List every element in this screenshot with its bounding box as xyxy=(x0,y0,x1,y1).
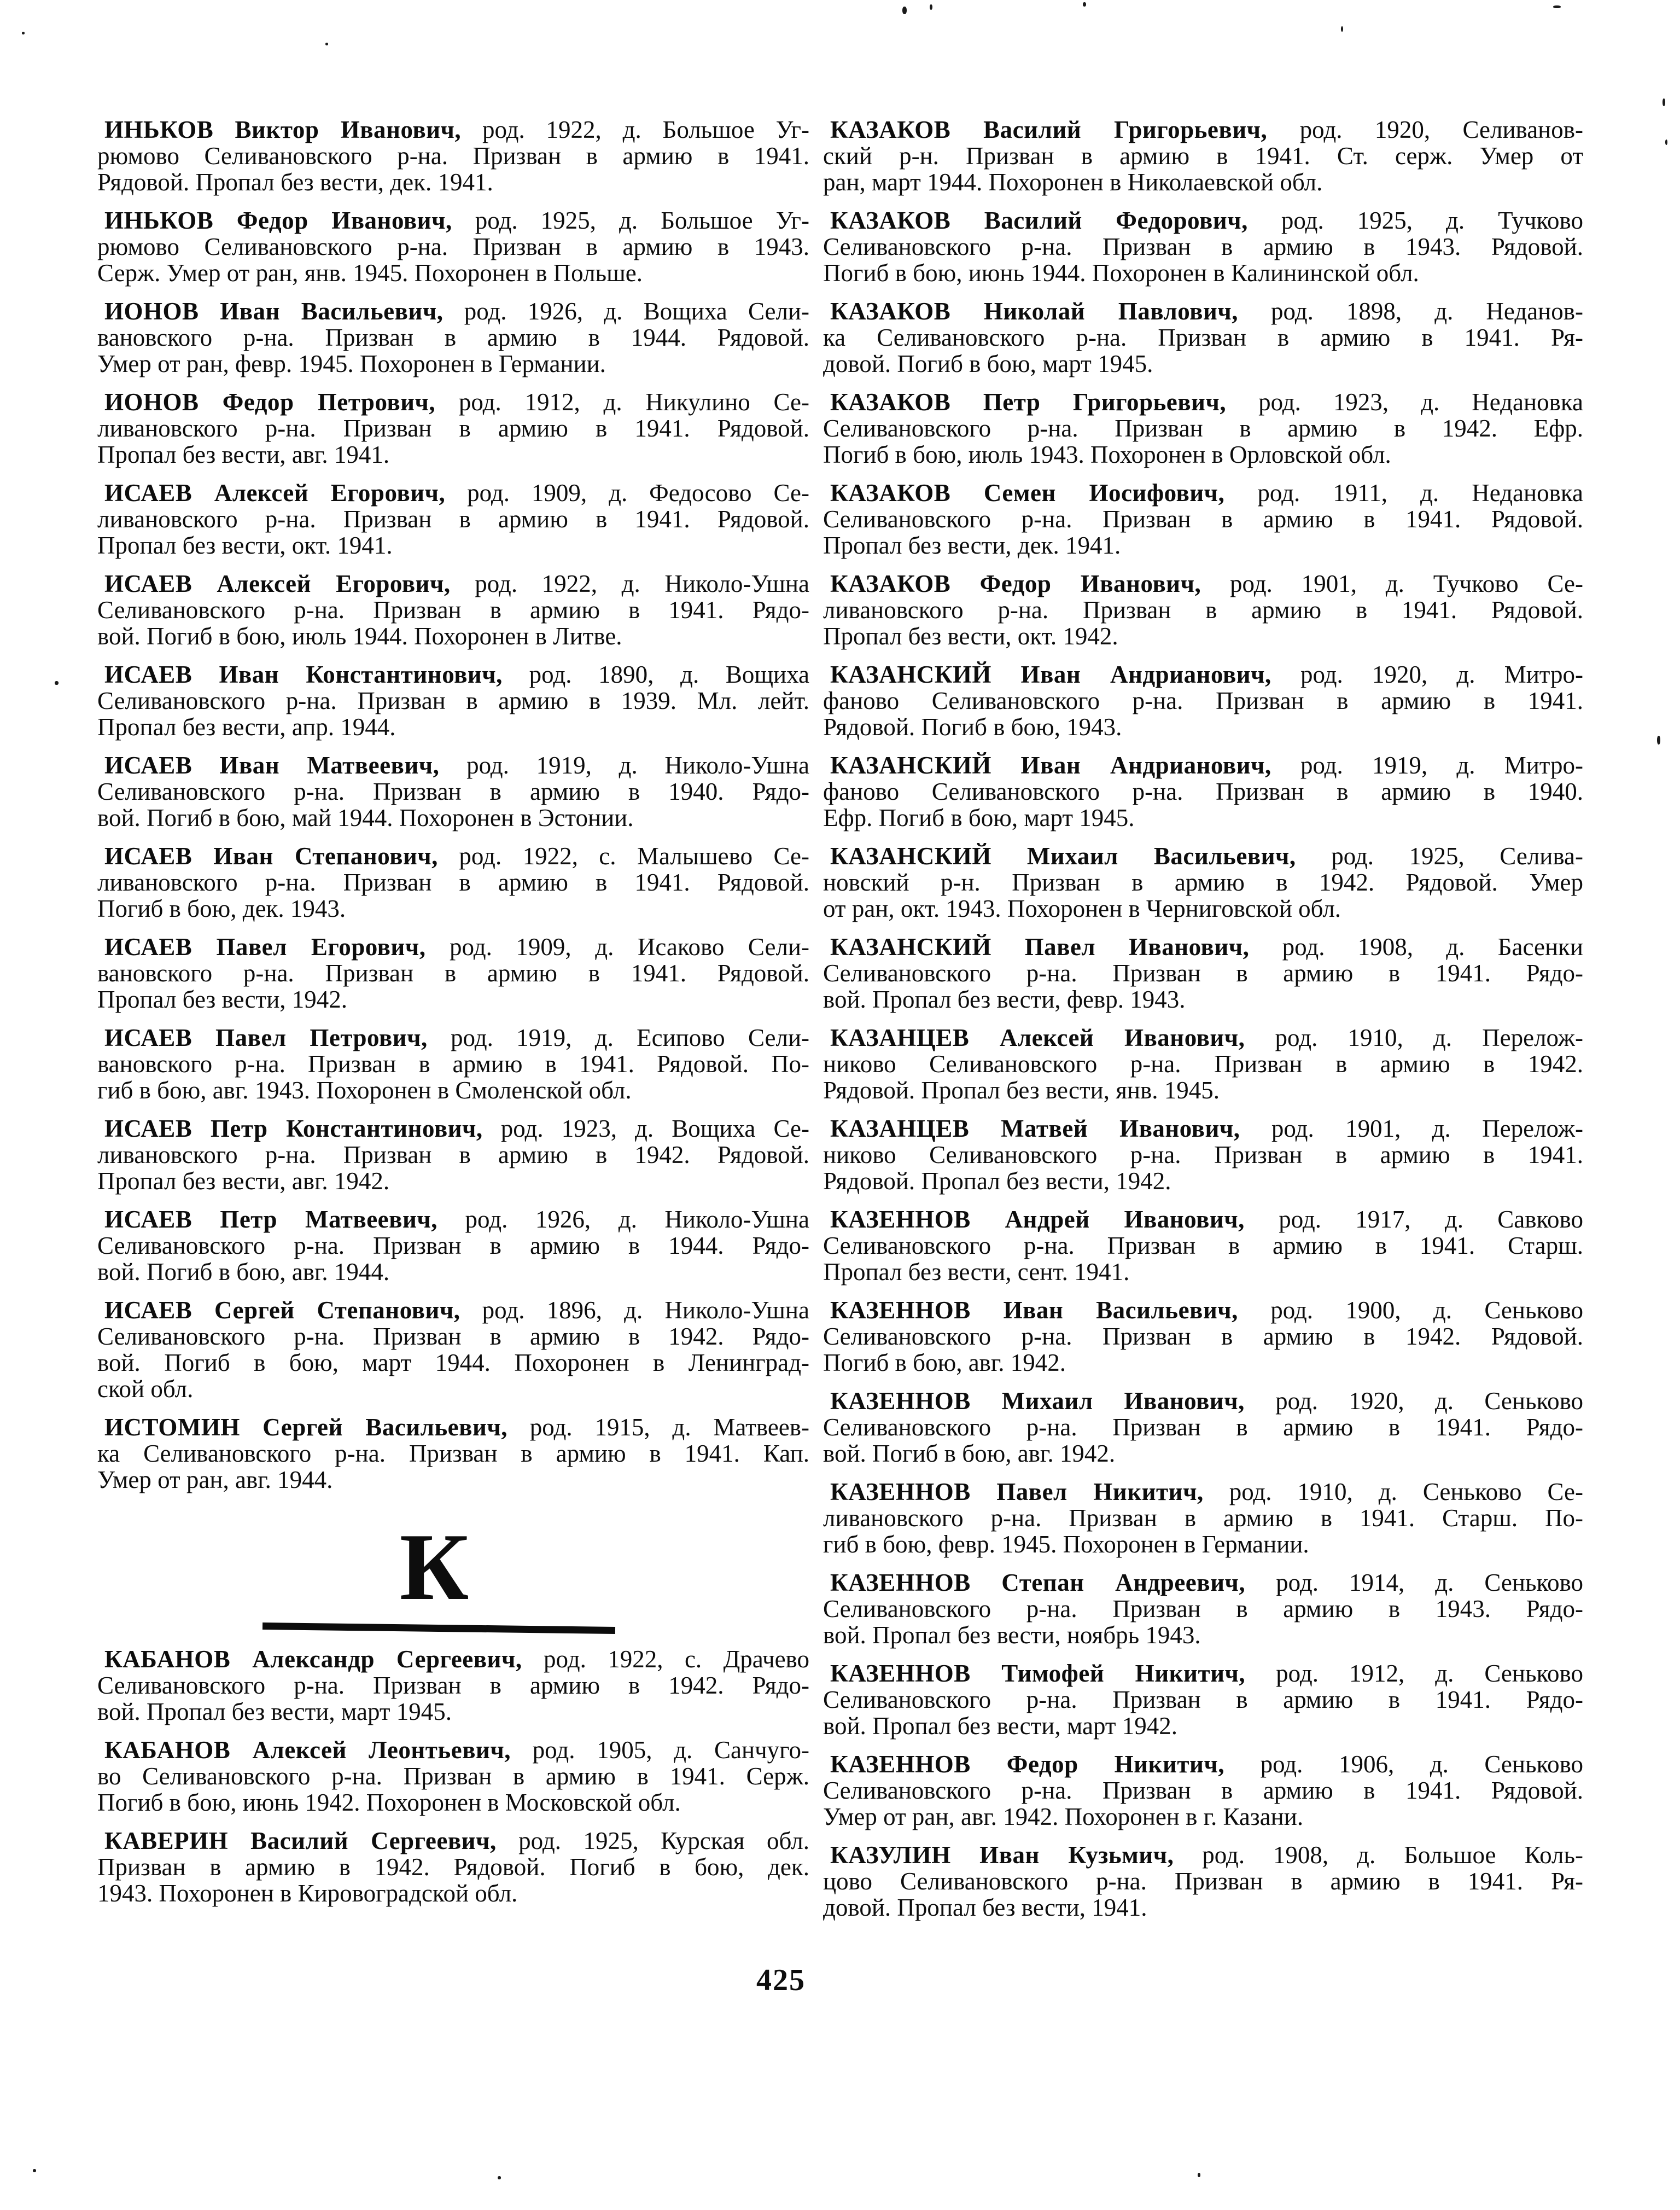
entry-line: КАЗЕННОВ Иван Васильевич, род. 1900, д. Сеньково xyxy=(830,1296,1583,1324)
memorial-entry xyxy=(97,1025,809,1103)
entry-surname: КАЗАКОВ Петр Григорьевич, xyxy=(830,388,1227,416)
memorial-entry xyxy=(97,207,809,286)
entry-line: ливановского р-на. Призван в армию в 1942. Рядовой. xyxy=(97,1141,809,1168)
memorial-entry xyxy=(823,843,1583,922)
entry-surname: КАВЕРИН Василий Сергеевич, xyxy=(104,1827,497,1854)
entry-line: ИСАЕВ Сергей Степанович, род. 1896, д. Николо-Ушна xyxy=(104,1296,809,1324)
entry-line: вановского р-на. Призван в армию в 1941. Рядовой. xyxy=(97,959,809,987)
entry-line: вой. Пропал без вести, март 1945. xyxy=(97,1698,452,1725)
entry-line: КАБАНОВ Александр Сергеевич, род. 1922, с. Драчево xyxy=(104,1645,809,1673)
memorial-entry xyxy=(97,1828,809,1906)
memorial-entry xyxy=(823,1660,1583,1739)
scan-speck xyxy=(902,7,907,14)
entry-line: Рядовой. Пропал без вести, 1942. xyxy=(823,1167,1171,1195)
entry-line: КАЗАКОВ Семен Иосифович, род. 1911, д. Недановка xyxy=(830,479,1583,507)
memorial-entry xyxy=(823,480,1583,559)
memorial-entry xyxy=(97,1414,809,1493)
memorial-entry xyxy=(97,1737,809,1816)
entry-line: Селивановского р-на. Призван в армию в 1940. Рядо- xyxy=(97,778,809,805)
entry-line: КАЗАКОВ Василий Федорович, род. 1925, д. Тучково xyxy=(830,207,1583,234)
entry-line: вой. Погиб в бою, авг. 1942. xyxy=(823,1440,1116,1467)
scan-speck xyxy=(325,43,328,45)
entry-surname: КАЗАКОВ Николай Павлович, xyxy=(830,298,1238,325)
entry-line: ИОНОВ Федор Петрович, род. 1912, д. Никулино Се- xyxy=(104,388,809,416)
entry-line: Умер от ран, февр. 1945. Похоронен в Германии. xyxy=(97,350,606,377)
memorial-entry xyxy=(823,1297,1583,1376)
entry-line: ка Селивановского р-на. Призван в армию в 1941. Кап. xyxy=(97,1440,809,1467)
entry-line: Селивановского р-на. Призван в армию в 1942. Рядовой. xyxy=(823,1323,1583,1350)
memorial-entry xyxy=(97,1297,809,1402)
entry-line: Пропал без вести, окт. 1941. xyxy=(97,532,393,559)
entry-line: вой. Пропал без вести, март 1942. xyxy=(823,1712,1178,1740)
entry-line: ИСАЕВ Алексей Егорович, род. 1922, д. Николо-Ушна xyxy=(104,570,809,597)
entry-line: ливановского р-на. Призван в армию в 1941. Рядовой. xyxy=(97,505,809,533)
entry-surname: КАБАНОВ Алексей Леонтьевич, xyxy=(104,1736,511,1764)
entry-line: фаново Селивановского р-на. Призван в армию в 1941. xyxy=(823,687,1583,714)
entry-surname: ИОНОВ Федор Петрович, xyxy=(104,388,436,416)
entry-line: ИСАЕВ Иван Степанович, род. 1922, с. Малышево Се- xyxy=(104,842,810,870)
memorial-entry xyxy=(823,1569,1583,1648)
entry-line: КАЗАНСКИЙ Павел Иванович, род. 1908, д. Басенки xyxy=(830,933,1583,961)
entry-line: 1943. Похоронен в Кировоградской обл. xyxy=(97,1880,518,1907)
scan-speck xyxy=(930,4,932,10)
left-column-entries xyxy=(97,117,809,1493)
entry-surname: ИСАЕВ Павел Егорович, xyxy=(104,933,426,961)
entry-line: вой. Пропал без вести, февр. 1943. xyxy=(823,986,1186,1013)
memorial-entry xyxy=(97,389,809,468)
memorial-entry xyxy=(823,117,1583,195)
entry-line: КАБАНОВ Алексей Леонтьевич, род. 1905, д. Санчуго- xyxy=(104,1736,809,1764)
entry-line: Рядовой. Погиб в бою, 1943. xyxy=(823,713,1122,741)
entry-line: Пропал без вести, дек. 1941. xyxy=(823,532,1121,559)
entry-line: ИСАЕВ Павел Егорович, род. 1909, д. Исаково Сели- xyxy=(104,933,809,961)
entry-line: Пропал без вести, сент. 1941. xyxy=(823,1258,1130,1286)
entry-line: никово Селивановского р-на. Призван в армию в 1941. xyxy=(823,1141,1583,1168)
entry-line: Погиб в бою, июнь 1944. Похоронен в Калининской обл. xyxy=(823,259,1419,287)
entry-surname: КАЗАНСКИЙ Иван Андрианович, xyxy=(830,752,1271,779)
entry-line: Пропал без вести, авг. 1941. xyxy=(97,441,390,468)
scan-speck xyxy=(1665,139,1667,145)
entry-surname: КАЗЕННОВ Иван Васильевич, xyxy=(830,1296,1238,1324)
entry-surname: КАЗАКОВ Федор Иванович, xyxy=(830,570,1201,597)
entry-line: вой. Погиб в бою, июль 1944. Похоронен в Литве. xyxy=(97,623,622,650)
entry-line: Рядовой. Пропал без вести, янв. 1945. xyxy=(823,1077,1220,1104)
entry-line: Селивановского р-на. Призван в армию в 1941. Рядовой. xyxy=(823,1777,1583,1804)
memorial-entry xyxy=(97,571,809,649)
entry-line: КАЗАНСКИЙ Михаил Васильевич, род. 1925, Селива- xyxy=(830,842,1583,870)
entry-line: КАЗЕННОВ Павел Никитич, род. 1910, д. Сеньково Се- xyxy=(830,1478,1583,1505)
memorial-entry xyxy=(823,389,1583,468)
entry-line: рюмово Селивановского р-на. Призван в армию в 1943. xyxy=(97,233,809,260)
entry-surname: ИСАЕВ Иван Матвеевич, xyxy=(104,752,440,779)
memorial-entry xyxy=(823,207,1583,286)
entry-line: КАЗАНСКИЙ Иван Андрианович, род. 1920, д. Митро- xyxy=(830,661,1583,688)
scan-speck xyxy=(1553,5,1561,8)
entry-line: Умер от ран, авг. 1944. xyxy=(97,1466,333,1493)
entry-line: Погиб в бою, дек. 1943. xyxy=(97,895,346,922)
entry-line: ИСТОМИН Сергей Васильевич, род. 1915, д. Матвеев- xyxy=(104,1414,809,1441)
scan-speck xyxy=(1083,2,1086,7)
section-divider-rule xyxy=(262,1622,615,1634)
entry-line: ливановского р-на. Призван в армию в 1941. Рядовой. xyxy=(97,415,809,442)
entry-line: Погиб в бою, июнь 1942. Похоронен в Московской обл. xyxy=(97,1789,681,1816)
page-number: 425 xyxy=(756,1963,806,1997)
scan-speck xyxy=(22,32,25,34)
entry-line: ливановского р-на. Призван в армию в 1941. Старш. По- xyxy=(823,1504,1583,1532)
entry-surname: КАЗУЛИН Иван Кузьмич, xyxy=(830,1841,1174,1869)
entry-line: ский р-н. Призван в армию в 1941. Ст. серж. Умер от xyxy=(823,142,1583,170)
scan-speck xyxy=(55,681,59,685)
entry-line: КАЗАКОВ Федор Иванович, род. 1901, д. Тучково Се- xyxy=(830,570,1583,597)
scan-speck xyxy=(1341,26,1343,32)
entry-surname: КАЗАКОВ Василий Григорьевич, xyxy=(830,116,1268,143)
memorial-entry xyxy=(97,1115,809,1194)
memorial-entry xyxy=(97,661,809,740)
section-letter: К xyxy=(399,1514,469,1620)
entry-line: довой. Погиб в бою, март 1945. xyxy=(823,350,1153,377)
entry-surname: КАЗЕННОВ Михаил Иванович, xyxy=(830,1387,1245,1415)
entry-line: Рядовой. Пропал без вести, дек. 1941. xyxy=(97,168,493,196)
memorial-entry xyxy=(97,934,809,1013)
entry-line: Серж. Умер от ран, янв. 1945. Похоронен в Польше. xyxy=(97,259,643,287)
entry-line: КАЗЕННОВ Андрей Иванович, род. 1917, д. Савково xyxy=(830,1206,1583,1233)
memorial-entry xyxy=(97,843,809,922)
memorial-entry xyxy=(97,117,809,195)
entry-surname: ИНЬКОВ Виктор Иванович, xyxy=(104,116,462,143)
entry-surname: КАЗЕННОВ Тимофей Никитич, xyxy=(830,1660,1246,1687)
memorial-entry xyxy=(823,1751,1583,1830)
memorial-entry xyxy=(823,1388,1583,1467)
memorial-entry xyxy=(823,661,1583,740)
scan-speck xyxy=(498,2176,501,2179)
entry-line: от ран, окт. 1943. Похоронен в Черниговской обл. xyxy=(823,895,1341,922)
entry-line: КАЗУЛИН Иван Кузьмич, род. 1908, д. Большое Коль- xyxy=(830,1841,1583,1869)
memorial-entry xyxy=(823,1842,1583,1921)
memorial-entry xyxy=(97,1206,809,1285)
entry-line: вой. Погиб в бою, авг. 1944. xyxy=(97,1258,390,1286)
entry-line: Селивановского р-на. Призван в армию в 1941. Рядо- xyxy=(823,1686,1583,1713)
entry-line: Селивановского р-на. Призван в армию в 1941. Рядовой. xyxy=(823,505,1583,533)
entry-surname: ИСТОМИН Сергей Васильевич, xyxy=(104,1414,508,1441)
entry-line: Селивановского р-на. Призван в армию в 1939. Мл. лейт. xyxy=(97,687,809,714)
entry-surname: ИСАЕВ Иван Степанович, xyxy=(104,842,438,870)
entry-surname: ИСАЕВ Петр Матвеевич, xyxy=(104,1206,438,1233)
entry-surname: ИНЬКОВ Федор Иванович, xyxy=(104,207,452,234)
entry-surname: ИСАЕВ Сергей Степанович, xyxy=(104,1296,460,1324)
entry-line: КАЗАКОВ Петр Григорьевич, род. 1923, д. Недановка xyxy=(830,388,1583,416)
entry-line: Ефр. Погиб в бою, март 1945. xyxy=(823,804,1135,831)
entry-line: гиб в бою, авг. 1943. Похоронен в Смоленской обл. xyxy=(97,1077,632,1104)
entry-line: цово Селивановского р-на. Призван в армию в 1941. Ря- xyxy=(823,1868,1583,1895)
entry-surname: КАЗАКОВ Василий Федорович, xyxy=(830,207,1248,234)
entry-line: Селивановского р-на. Призван в армию в 1941. Рядо- xyxy=(823,959,1583,987)
entry-line: КАЗЕННОВ Степан Андреевич, род. 1914, д. Сеньково xyxy=(830,1569,1584,1596)
entry-line: Погиб в бою, авг. 1942. xyxy=(823,1349,1066,1376)
entry-surname: ИОНОВ Иван Васильевич, xyxy=(104,298,444,325)
entry-line: Пропал без вести, 1942. xyxy=(97,986,348,1013)
entry-line: никово Селивановского р-на. Призван в армию в 1942. xyxy=(823,1050,1583,1078)
memorial-entry xyxy=(97,752,809,831)
memorial-entry xyxy=(823,1479,1583,1557)
entry-line: Селивановского р-на. Призван в армию в 1943. Рядо- xyxy=(823,1595,1583,1622)
memorial-entry xyxy=(823,934,1583,1013)
entry-line: КАЗЕННОВ Тимофей Никитич, род. 1912, д. Сеньково xyxy=(830,1660,1583,1687)
memorial-entry xyxy=(97,1646,809,1725)
memorial-entry xyxy=(823,1206,1583,1285)
entry-line: вой. Погиб в бою, март 1944. Похоронен в Ленинград- xyxy=(97,1349,809,1376)
entry-line: КАЗЕННОВ Федор Никитич, род. 1906, д. Сеньково xyxy=(830,1750,1584,1778)
entry-line: вой. Погиб в бою, май 1944. Похоронен в Эстонии. xyxy=(97,804,634,831)
entry-line: ИСАЕВ Павел Петрович, род. 1919, д. Есипово Сели- xyxy=(104,1024,810,1051)
entry-line: во Селивановского р-на. Призван в армию в 1941. Серж. xyxy=(97,1763,809,1790)
entry-surname: ИСАЕВ Алексей Егорович, xyxy=(104,479,446,507)
entry-line: вановского р-на. Призван в армию в 1941. Рядовой. По- xyxy=(97,1050,809,1078)
entry-line: рюмово Селивановского р-на. Призван в армию в 1941. xyxy=(97,142,809,170)
scan-speck xyxy=(1657,736,1660,745)
entry-line: ИОНОВ Иван Васильевич, род. 1926, д. Вощиха Сели- xyxy=(104,298,809,325)
entry-surname: ИСАЕВ Павел Петрович, xyxy=(104,1024,428,1051)
entry-line: Селивановского р-на. Призван в армию в 1942. Рядо- xyxy=(97,1323,809,1350)
entry-surname: КАБАНОВ Александр Сергеевич, xyxy=(104,1645,522,1673)
entry-line: Пропал без вести, апр. 1944. xyxy=(97,713,396,741)
entry-line: ИСАЕВ Петр Константинович, род. 1923, д. Вощиха Се- xyxy=(104,1115,809,1142)
entry-line: КАЗАНСКИЙ Иван Андрианович, род. 1919, д. Митро- xyxy=(830,752,1583,779)
entry-line: довой. Пропал без вести, 1941. xyxy=(823,1894,1147,1921)
memorial-entry xyxy=(97,298,809,377)
scan-speck xyxy=(33,2169,36,2172)
entry-surname: КАЗЕННОВ Андрей Иванович, xyxy=(830,1206,1245,1233)
memorial-entry xyxy=(823,571,1583,649)
entry-line: Умер от ран, авг. 1942. Похоронен в г. Казани. xyxy=(823,1803,1304,1830)
entry-line: вановского р-на. Призван в армию в 1944. Рядовой. xyxy=(97,324,809,351)
entry-line: КАЗАКОВ Николай Павлович, род. 1898, д. Неданов- xyxy=(830,298,1583,325)
entry-line: КАЗАНЦЕВ Алексей Иванович, род. 1910, д. Перелож- xyxy=(830,1024,1583,1051)
entry-line: гиб в бою, февр. 1945. Похоронен в Германии. xyxy=(823,1531,1309,1558)
right-column xyxy=(823,117,1583,1933)
entry-line: ИНЬКОВ Федор Иванович, род. 1925, д. Большое Уг- xyxy=(104,207,809,234)
memorial-entry xyxy=(823,298,1583,377)
entry-surname: КАЗАКОВ Семен Иосифович, xyxy=(830,479,1225,507)
memorial-entry xyxy=(823,1025,1583,1103)
entry-line: Селивановского р-на. Призван в армию в 1944. Рядо- xyxy=(97,1232,809,1259)
entry-line: ливановского р-на. Призван в армию в 1941. Рядовой. xyxy=(823,596,1583,624)
entry-line: Погиб в бою, июль 1943. Похоронен в Орловской обл. xyxy=(823,441,1391,468)
left-column-entries-after-section xyxy=(97,1646,809,1906)
scan-speck xyxy=(1198,2173,1200,2177)
entry-line: фаново Селивановского р-на. Призван в армию в 1940. xyxy=(823,778,1583,805)
entry-surname: ИСАЕВ Петр Константинович, xyxy=(104,1115,483,1142)
left-column xyxy=(97,117,809,1918)
entry-line: ской обл. xyxy=(97,1375,194,1403)
entry-surname: КАЗАНСКИЙ Иван Андрианович, xyxy=(830,661,1271,688)
entry-line: ИСАЕВ Иван Матвеевич, род. 1919, д. Николо-Ушна xyxy=(104,752,809,779)
entry-line: ИСАЕВ Алексей Егорович, род. 1909, д. Федосово Се- xyxy=(104,479,809,507)
entry-surname: КАЗЕННОВ Федор Никитич, xyxy=(830,1750,1225,1778)
entry-line: Призван в армию в 1942. Рядовой. Погиб в бою, дек. xyxy=(97,1853,809,1881)
entry-line: КАЗЕННОВ Михаил Иванович, род. 1920, д. Сеньково xyxy=(830,1387,1584,1415)
section-header-K xyxy=(78,1514,790,1632)
scan-speck xyxy=(1662,98,1665,106)
entry-line: ка Селивановского р-на. Призван в армию в 1941. Ря- xyxy=(823,324,1583,351)
entry-line: КАВЕРИН Василий Сергеевич, род. 1925, Курская обл. xyxy=(104,1827,810,1854)
entry-line: вой. Пропал без вести, ноябрь 1943. xyxy=(823,1621,1201,1649)
entry-line: Селивановского р-на. Призван в армию в 1942. Рядо- xyxy=(97,1672,809,1699)
entry-line: Пропал без вести, окт. 1942. xyxy=(823,623,1118,650)
memorial-entry xyxy=(823,752,1583,831)
entry-surname: КАЗАНСКИЙ Павел Иванович, xyxy=(830,933,1250,961)
entry-line: Селивановского р-на. Призван в армию в 1941. Старш. xyxy=(823,1232,1583,1259)
entry-line: новский р-н. Призван в армию в 1942. Рядовой. Умер xyxy=(823,869,1583,896)
entry-surname: ИСАЕВ Иван Константинович, xyxy=(104,661,503,688)
entry-line: ИСАЕВ Петр Матвеевич, род. 1926, д. Николо-Ушна xyxy=(104,1206,809,1233)
entry-line: ИСАЕВ Иван Константинович, род. 1890, д. Вощиха xyxy=(104,661,809,688)
entry-line: Селивановского р-на. Призван в армию в 1941. Рядо- xyxy=(97,596,809,624)
entry-line: КАЗАНЦЕВ Матвей Иванович, род. 1901, д. Перелож- xyxy=(830,1115,1583,1142)
entry-line: Селивановского р-на. Призван в армию в 1943. Рядовой. xyxy=(823,233,1583,260)
entry-surname: КАЗАНЦЕВ Алексей Иванович, xyxy=(830,1024,1245,1051)
entry-surname: КАЗАНСКИЙ Михаил Васильевич, xyxy=(830,842,1296,870)
memorial-entry xyxy=(97,480,809,559)
entry-surname: КАЗЕННОВ Степан Андреевич, xyxy=(830,1569,1246,1596)
memorial-entry xyxy=(823,1115,1583,1194)
entry-line: Пропал без вести, авг. 1942. xyxy=(97,1167,390,1195)
entry-surname: ИСАЕВ Алексей Егорович, xyxy=(104,570,451,597)
entry-line: КАЗАКОВ Василий Григорьевич, род. 1920, Селиванов- xyxy=(830,116,1583,143)
entry-surname: КАЗАНЦЕВ Матвей Иванович, xyxy=(830,1115,1240,1142)
entry-line: Селивановского р-на. Призван в армию в 1942. Ефр. xyxy=(823,415,1583,442)
entry-line: Селивановского р-на. Призван в армию в 1941. Рядо- xyxy=(823,1414,1583,1441)
entry-line: ран, март 1944. Похоронен в Николаевской обл. xyxy=(823,168,1323,196)
entry-line: ИНЬКОВ Виктор Иванович, род. 1922, д. Большое Уг- xyxy=(104,116,809,143)
entry-surname: КАЗЕННОВ Павел Никитич, xyxy=(830,1478,1204,1505)
entry-line: ливановского р-на. Призван в армию в 1941. Рядовой. xyxy=(97,869,809,896)
